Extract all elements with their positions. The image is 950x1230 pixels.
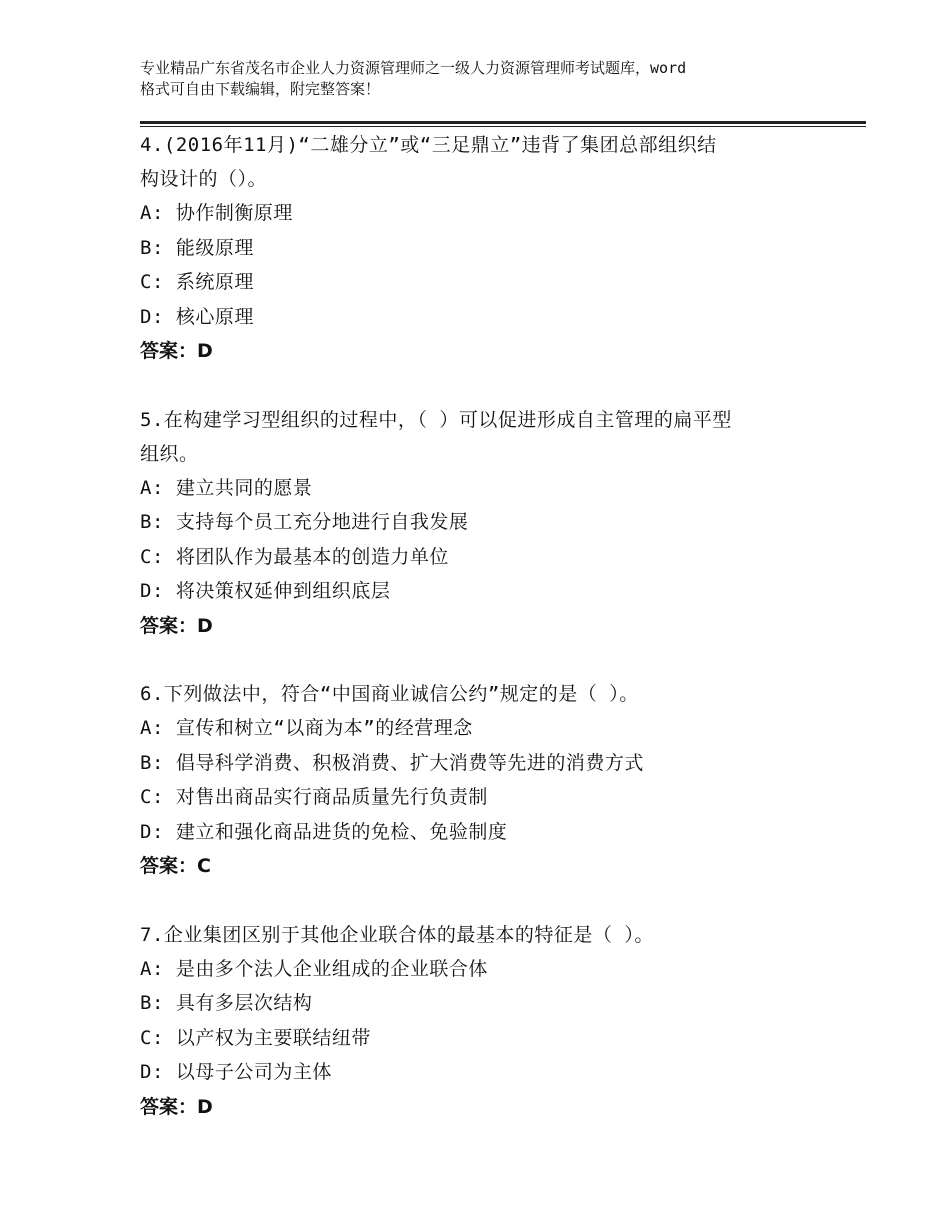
question-5 (140, 403, 840, 644)
question-stem-line: 组织。 (140, 442, 199, 465)
question-list (140, 128, 840, 1158)
option-a: A: 是由多个法人企业组成的企业联合体 (140, 957, 488, 980)
question-7 (140, 918, 840, 1125)
answer-label: 答案：C (140, 855, 211, 877)
question-stem-line: 6.下列做法中，符合“中国商业诚信公约”规定的是（ ）。 (140, 683, 639, 705)
header-line-2: 格式可自由下载编辑，附完整答案！ (140, 80, 381, 98)
option-c: C: 将团队作为最基本的创造力单位 (140, 545, 449, 568)
option-a: A: 协作制衡原理 (140, 202, 293, 224)
question-stem-line: 4.(2016年11月)“二雄分立”或“三足鼎立”违背了集团总部组织结 (140, 134, 717, 156)
option-c: C: 以产权为主要联结纽带 (140, 1026, 371, 1049)
answer-label: 答案：D (140, 340, 213, 362)
option-d: D: 核心原理 (140, 305, 254, 328)
question-stem-line: 5.在构建学习型组织的过程中，（ ）可以促进形成自主管理的扁平型 (140, 408, 732, 431)
option-d: D: 建立和强化商品进货的免检、免验制度 (140, 820, 508, 843)
question-stem-line: 构设计的（）。 (140, 168, 268, 190)
option-b: B: 支持每个员工充分地进行自我发展 (140, 511, 469, 533)
option-c: C: 对售出商品实行商品质量先行负责制 (140, 786, 488, 808)
document-header (140, 58, 840, 100)
option-c: C: 系统原理 (140, 271, 254, 293)
option-b: B: 能级原理 (140, 236, 254, 259)
question-stem (140, 677, 840, 711)
question-stem (140, 403, 840, 471)
answer-label: 答案：D (140, 1095, 213, 1118)
question-4 (140, 128, 840, 369)
question-6 (140, 677, 840, 884)
header-divider-thick (140, 121, 866, 124)
answer-label: 答案：D (140, 614, 213, 637)
header-divider-thin (140, 126, 866, 127)
question-stem-line: 7.企业集团区别于其他企业联合体的最基本的特征是（ ）。 (140, 923, 654, 946)
option-b: B: 具有多层次结构 (140, 992, 313, 1014)
question-stem (140, 918, 840, 952)
question-stem (140, 128, 840, 196)
option-a: A: 宣传和树立“以商为本”的经营理念 (140, 717, 473, 739)
option-b: B: 倡导科学消费、积极消费、扩大消费等先进的消费方式 (140, 751, 644, 774)
option-d: D: 将决策权延伸到组织底层 (140, 580, 391, 602)
option-d: D: 以母子公司为主体 (140, 1061, 332, 1083)
option-a: A: 建立共同的愿景 (140, 476, 313, 499)
header-line-1: 专业精品广东省茂名市企业人力资源管理师之一级人力资源管理师考试题库，word (140, 59, 687, 77)
